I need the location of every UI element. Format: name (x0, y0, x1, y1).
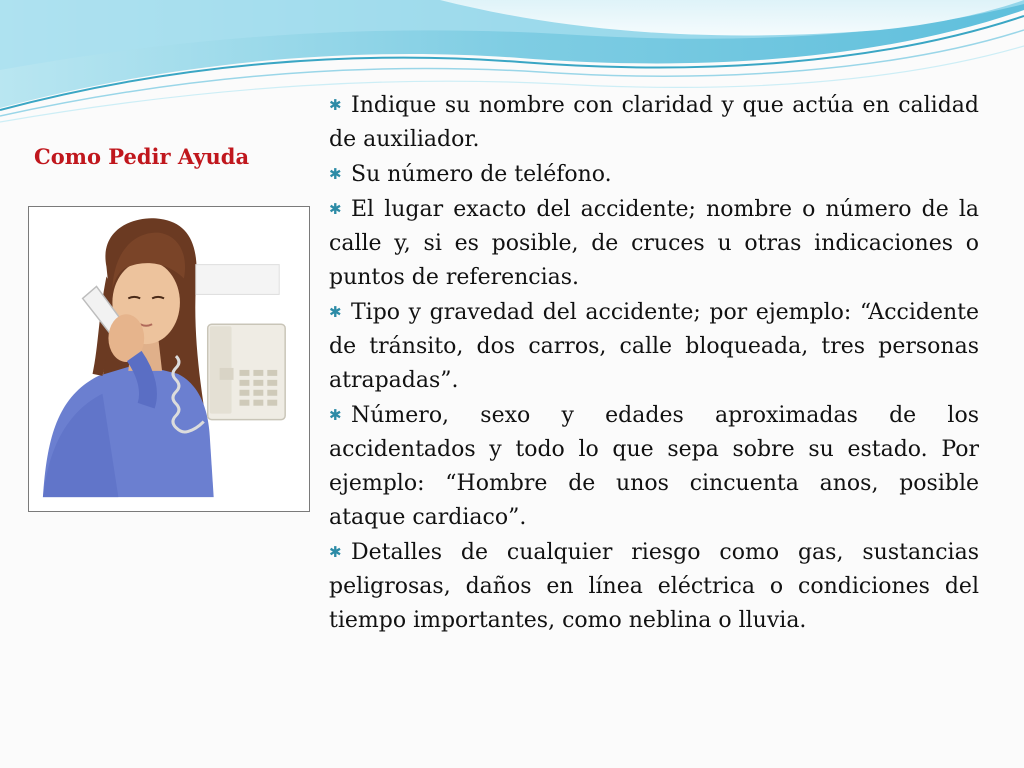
bullet-item (329, 295, 979, 398)
bullet-text: Detalles de cualquier riesgo como gas, sustancias peligrosas, daños en línea eléctrica o condiciones del tiempo importantes, como neblina o lluvia. (329, 540, 979, 633)
asterisk-icon: ✱ (329, 543, 342, 561)
photo-illustration (29, 207, 309, 511)
bullet-text: Su número de teléfono. (351, 162, 612, 187)
slide-title: Como Pedir Ayuda (34, 144, 250, 169)
woman-on-telephone-photo (28, 206, 310, 512)
bullet-list (329, 88, 979, 638)
asterisk-icon: ✱ (329, 96, 342, 114)
bullet-text: El lugar exacto del accidente; nombre o número de la calle y, si es posible, de cruces u otras indicaciones o puntos de referencias. (329, 197, 979, 290)
bullet-text: Indique su nombre con claridad y que actúa en calidad de auxiliador. (329, 93, 979, 152)
asterisk-icon: ✱ (329, 200, 342, 218)
bullet-item (329, 535, 979, 638)
asterisk-icon: ✱ (329, 303, 342, 321)
bullet-text: Tipo y gravedad del accidente; por ejemplo: “Accidente de tránsito, dos carros, calle bloqueada, tres personas atrapadas”. (329, 300, 979, 393)
asterisk-icon: ✱ (329, 406, 342, 424)
bullet-item (329, 398, 979, 535)
bullet-item (329, 192, 979, 295)
bullet-text: Número, sexo y edades aproximadas de los accidentados y todo lo que sepa sobre su estado. Por ejemplo: “Hombre de unos cincuenta anos, posible ataque cardiaco”. (329, 403, 979, 530)
asterisk-icon: ✱ (329, 165, 342, 183)
bullet-item (329, 88, 979, 157)
bullet-item (329, 157, 979, 192)
